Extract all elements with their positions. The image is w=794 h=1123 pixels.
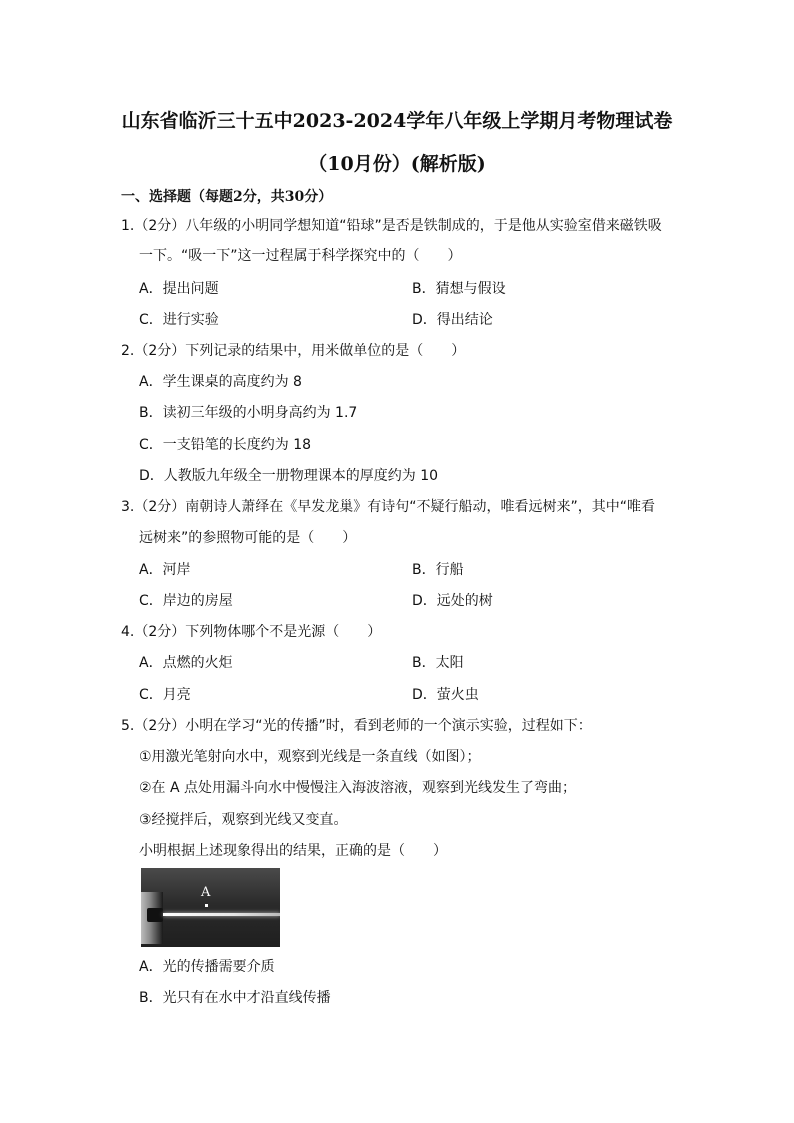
exam-subtitle: （10月份）(解析版) [308, 153, 486, 175]
point-a-marker [205, 904, 208, 907]
question-3-option-d: D．远处的树 [412, 593, 493, 609]
question-3-stem-line-2: 远树来”的参照物可能的是（ ） [139, 530, 357, 546]
question-3-option-b: B．行船 [412, 562, 464, 578]
question-2-stem: 2.（2分）下列记录的结果中，用米做单位的是（ ） [121, 343, 466, 359]
exam-title: 山东省临沂三十五中2023-2024学年八年级上学期月考物理试卷 [121, 110, 673, 132]
question-1-option-b: B．猜想与假设 [412, 281, 506, 297]
point-a-label: A [201, 885, 211, 900]
laser-experiment-photo [141, 868, 280, 947]
question-4-option-d: D．萤火虫 [412, 687, 479, 703]
question-3-stem-line-1: 3.（2分）南朝诗人萧绎在《早发龙巢》有诗句“不疑行船动，唯看远树来”，其中“唯看 [121, 499, 656, 515]
question-3-option-a: A．河岸 [139, 562, 191, 578]
question-4-option-c: C．月亮 [139, 687, 191, 703]
question-2-option-c: C．一支铅笔的长度约为 18 [139, 437, 312, 453]
laser-beam [163, 913, 280, 916]
question-5-prompt: 小明根据上述现象得出的结果，正确的是（ ） [139, 843, 447, 859]
question-1-stem-line-2: 一下。“吸一下”这一过程属于科学探究中的（ ） [139, 248, 462, 264]
question-5-step-1: ①用激光笔射向水中，观察到光线是一条直线（如图）； [139, 749, 481, 765]
question-5-option-b: B．光只有在水中才沿直线传播 [139, 990, 331, 1006]
question-2-option-a: A．学生课桌的高度约为 8 [139, 374, 302, 390]
question-2-option-b: B．读初三年级的小明身高约为 1.7 [139, 405, 358, 421]
question-1-option-a: A．提出问题 [139, 281, 219, 297]
question-1-option-c: C．进行实验 [139, 312, 219, 328]
question-2-option-d: D．人教版九年级全一册物理课本的厚度约为 10 [139, 468, 439, 484]
question-5-stem: 5.（2分）小明在学习“光的传播”时，看到老师的一个演示实验，过程如下： [121, 718, 592, 734]
question-1-stem-line-1: 1.（2分）八年级的小明同学想知道“铅球”是否是铁制成的，于是他从实验室借来磁铁吸 [121, 218, 662, 234]
question-5-option-a: A．光的传播需要介质 [139, 959, 275, 975]
question-3-option-c: C．岸边的房屋 [139, 593, 233, 609]
question-4-option-b: B．太阳 [412, 655, 464, 671]
question-1-option-d: D．得出结论 [412, 312, 493, 328]
section-header: 一、选择题（每题2分，共30分） [121, 189, 333, 205]
question-5-step-3: ③经搅拌后，观察到光线又变直。 [139, 812, 348, 828]
question-5-step-2: ②在 A 点处用漏斗向水中慢慢注入海波溶液，观察到光线发生了弯曲； [139, 780, 577, 796]
question-4-option-a: A．点燃的火炬 [139, 655, 233, 671]
laser-pen [147, 908, 163, 922]
question-4-stem: 4.（2分）下列物体哪个不是光源（ ） [121, 624, 382, 640]
